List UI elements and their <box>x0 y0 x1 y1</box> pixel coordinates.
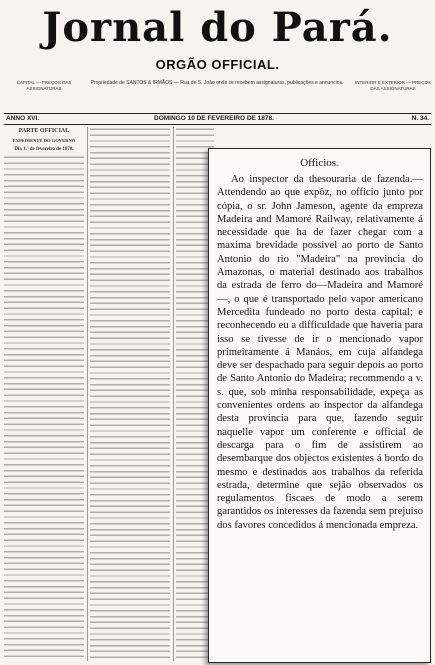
masthead <box>0 0 435 122</box>
column-official <box>4 127 84 661</box>
newspaper-subtitle: ORGÃO OFFICIAL. <box>155 57 280 72</box>
section-subheading: EXPEDIENTE DO GOVERNO <box>12 137 76 143</box>
column-rule <box>173 127 174 661</box>
section-date: Dia 1.º de fevereiro de 1878. <box>14 146 74 152</box>
column-text <box>90 127 170 661</box>
subscription-info-interior: INTERIOR E EXTERIOR — PREÇOS DAS ASSIGNATURAS <box>355 80 432 91</box>
column-text-block <box>90 127 170 661</box>
issue-date: DOMINGO 10 DE FEVEREIRO DE 1878. <box>154 115 274 122</box>
dateline-bar <box>4 113 431 125</box>
zoomed-article-inset <box>208 148 431 663</box>
subscription-info-capital: CAPITAL — PREÇOS DAS ASSIGNATURAS <box>16 80 72 91</box>
inset-article-body <box>217 173 423 532</box>
publisher-info: Propriedade de SANTOS & IRMÃOS — Rua de S. João onde se recebem assignaturas, publicações e annuncios. <box>90 80 344 86</box>
column-text-block <box>4 155 84 661</box>
section-heading: PARTE OFFICIAL <box>18 128 70 134</box>
issue-number: N. 34. <box>411 115 429 122</box>
newspaper-title: Jornal do Pará. <box>42 4 393 51</box>
issue-year: ANNO XVI. <box>6 115 40 122</box>
article-paragraph: Ao inspector da thesouraria de fazenda.—Attendendo ao que expôz, no officio junto por cópia, o sr. John Jameson, agente da empreza Madeira and Mamoré Railway, relativamente á necessidade que ha de fazer chegar com a maxima brevidade possivel ao porto de Santo Antonio do rio "Madeira" na provincia do Amazonas, o material destinado aos trabalhos da estrada de ferro do—Madeira and Mamoré—, o que é transportado pelo vapor americano Mercedita fundeado no porto desta capital; e reconhecendo eu a difficuldade que haveria para isso se tivesse de ir o mencionado vapor primeiramente á Manáos, em cuja alfandega deve ser despachado para seguir depois ao porto de Santo Antonio do Madeira; recommendo a v. s. que, sob minha responsabilidade, expeça as convenientes ordens ao inspector da alfandega desta provincia para que, fazendo seguir naquelle vapor um conferente e official de descarga para o fim de assistirem ao desembarque dos objectos existentes á bordo do mesmo e destinados aos trabalhos da referida estrada, determine que sejão observados os regulamentos fiscaes de modo a serem garantidos os interesses da fazenda sem prejuiso dos favores concedidos á mencionada empreza. <box>217 174 423 531</box>
column-rule <box>87 127 88 661</box>
inset-heading: Officios. <box>300 157 339 169</box>
